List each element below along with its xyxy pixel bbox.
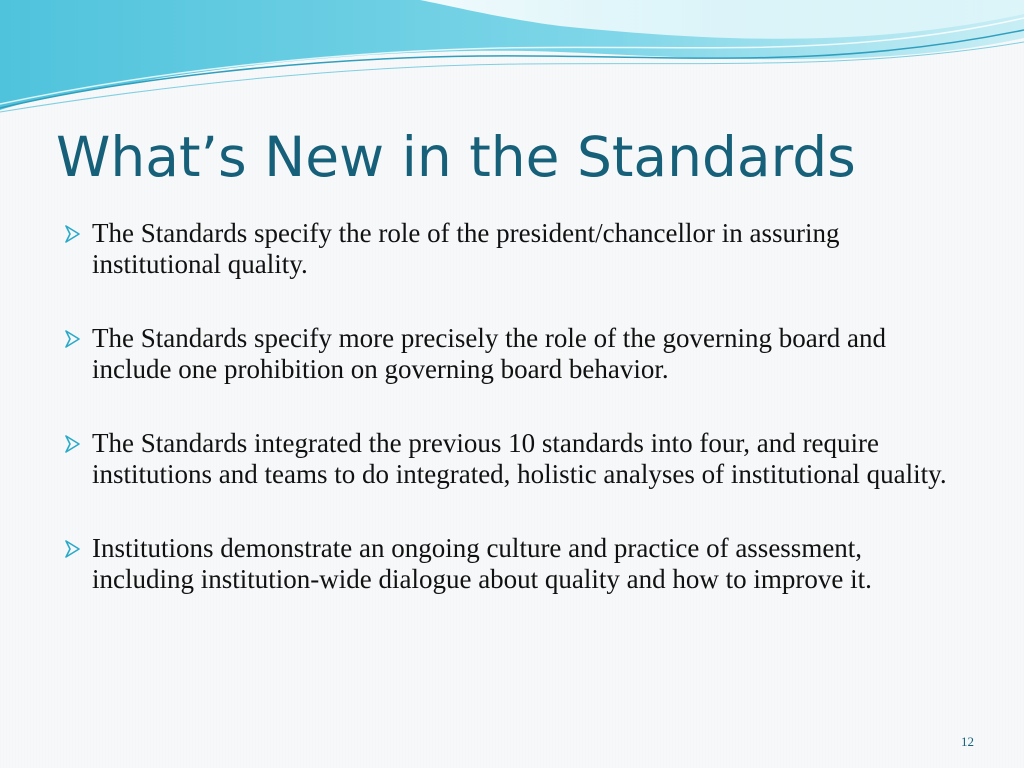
bullet-text: The Standards integrated the previous 10 standards into four, and require institutions and teams to do integrated, holistic analyses of institutional quality. <box>92 428 947 489</box>
bullet-item <box>62 323 962 385</box>
bullet-text: Institutions demonstrate an ongoing culture and practice of assessment, including institution-wide dialogue about quality and how to improve it. <box>92 533 872 594</box>
bullet-text: The Standards specify more precisely the role of the governing board and include one prohibition on governing board behavior. <box>92 323 886 384</box>
slide-title: What’s New in the Standards <box>56 125 856 189</box>
header-wave-decoration <box>0 0 1024 120</box>
page-number: 12 <box>961 734 974 749</box>
arrow-right-bullet-icon <box>64 540 80 558</box>
bullet-item <box>62 218 962 280</box>
bullet-item <box>62 533 962 595</box>
bullet-text: The Standards specify the role of the president/chancellor in assuring institutional quality. <box>92 218 840 279</box>
arrow-right-bullet-icon <box>64 330 80 348</box>
arrow-right-bullet-icon <box>64 435 80 453</box>
bullet-list <box>62 218 962 638</box>
arrow-right-bullet-icon <box>64 225 80 243</box>
bullet-item <box>62 428 962 490</box>
